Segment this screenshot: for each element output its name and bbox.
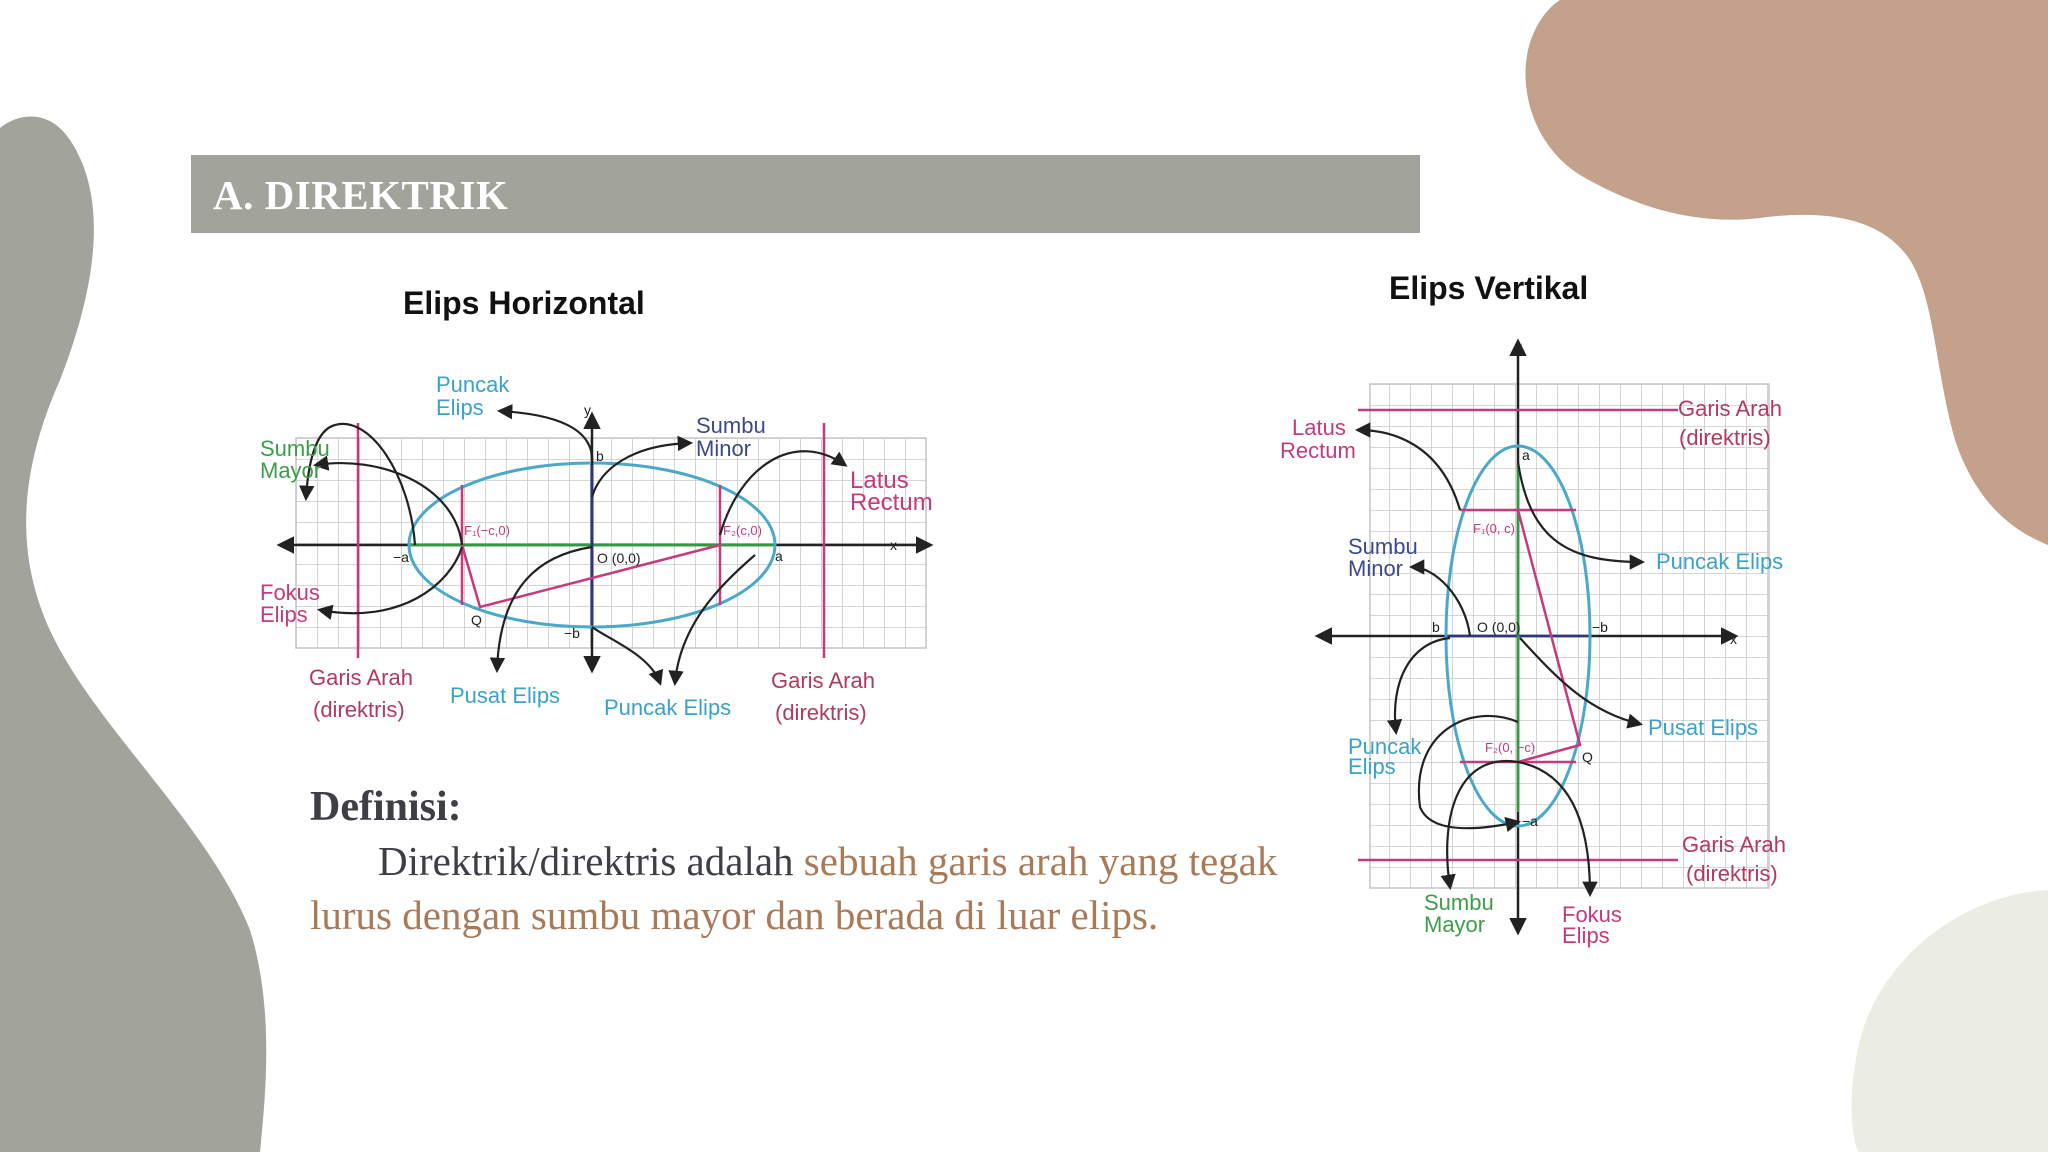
definition-block: [310, 782, 1310, 942]
vertical-figure-title: Elips Vertikal: [1389, 270, 1589, 306]
label-f1: F₁(0, c): [1473, 521, 1515, 536]
label-latus-rectum: Latus Rectum: [850, 467, 933, 516]
label-pos-a: a: [1522, 447, 1530, 463]
label-origin: O (0,0): [597, 550, 641, 566]
label-sumbu-mayor: Sumbu Mayor: [1424, 890, 1494, 937]
label-puncak-elips-top: Puncak Elips: [436, 372, 510, 420]
label-f2: F₂(c,0): [723, 523, 762, 538]
vertical-ellipse-figure: [1270, 262, 1820, 952]
label-axis-x: x: [1730, 631, 1737, 647]
label-sumbu-minor: Sumbu Minor: [1348, 534, 1418, 581]
label-neg-b: −b: [1592, 619, 1608, 635]
label-axis-y: y: [1515, 339, 1522, 355]
label-neg-a: −a: [393, 549, 409, 565]
definition-highlight-text: sebuah garis arah yang tegak lurus dengan sumbu mayor dan berada di luar elips.: [310, 838, 1278, 938]
title-banner: [191, 155, 1420, 233]
label-garis-arah-right: Garis Arah (direktris): [771, 668, 875, 725]
label-garis-arah-top: Garis Arah (direktris): [1678, 396, 1782, 450]
definition-body: [310, 834, 1310, 942]
label-f1: F₁(−c,0): [464, 523, 510, 538]
label-sumbu-mayor: Sumbu Mayor: [260, 436, 330, 483]
label-latus-rectum: Latus Rectum: [1280, 415, 1356, 463]
label-sumbu-minor: Sumbu Minor: [696, 413, 766, 461]
label-neg-b: −b: [564, 625, 580, 641]
horizontal-ellipse-figure: [250, 265, 940, 745]
label-f2: F₂(0, −c): [1485, 740, 1536, 755]
slide-title: A. DIREKTRIK: [213, 172, 509, 218]
label-q: Q: [471, 612, 482, 628]
definition-plain-text: Direktrik/direktris adalah: [378, 838, 804, 884]
label-pos-b: b: [596, 448, 604, 464]
label-pos-a: a: [775, 548, 783, 564]
label-neg-a: −a: [1522, 813, 1538, 829]
label-fokus-elips: Fokus Elips: [1562, 902, 1622, 948]
cream-blob: [1852, 890, 2048, 1152]
definition-heading: Definisi:: [310, 784, 462, 830]
label-garis-arah-bottom: Garis Arah (direktris): [1682, 832, 1786, 886]
label-q: Q: [1582, 749, 1593, 765]
label-fokus-elips: Fokus Elips: [260, 580, 320, 627]
label-pos-b: b: [1432, 619, 1440, 635]
gray-blob: [0, 117, 266, 1152]
label-puncak-elips-right: Puncak Elips: [1656, 549, 1784, 574]
label-axis-x: x: [890, 537, 897, 553]
label-puncak-elips-left: Puncak Elips: [1348, 734, 1422, 779]
label-axis-y: y: [584, 402, 591, 418]
label-pusat-elips: Pusat Elips: [1648, 715, 1759, 740]
horizontal-figure-title: Elips Horizontal: [403, 285, 645, 321]
label-garis-arah-left: Garis Arah (direktris): [309, 665, 413, 722]
label-puncak-elips-bottom: Puncak Elips: [604, 695, 732, 720]
label-origin: O (0,0): [1477, 619, 1521, 635]
label-pusat-elips: Pusat Elips: [450, 683, 561, 708]
